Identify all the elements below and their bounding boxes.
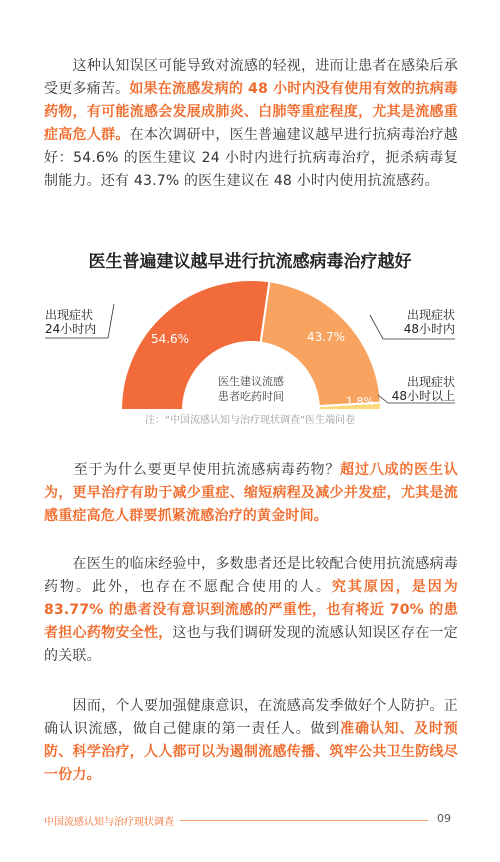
highlight-text: 超过八成的医生认为，更早治疗有助于减少重症、缩短病程及减少并发症，尤其是流感重症高危人群要抓紧流感治疗的黄金时间。 bbox=[44, 462, 458, 524]
paragraph-clinical-experience bbox=[44, 553, 458, 668]
paragraph-conclusion bbox=[44, 695, 458, 787]
footer-divider bbox=[180, 820, 428, 821]
chart-title: 医生普遍建议越早进行抗流感病毒治疗越好 bbox=[88, 252, 412, 272]
body-text: 这也与我们调研发现的流感认知误区存在一定的关联。 bbox=[44, 625, 458, 664]
center-label-line1: 医生建议流感 bbox=[218, 375, 284, 388]
paragraph-why-early bbox=[44, 459, 458, 528]
legend-label-48h-line2: 48小时内 bbox=[403, 322, 455, 336]
body-text: 在医生的临床经验中，多数患者还是比较配合使用抗流感病毒药物。此外，也存在不愿配合使用的人。 bbox=[44, 556, 458, 595]
legend-label-24h-line1: 出现症状 bbox=[45, 308, 94, 322]
highlight-text: 如果在流感发病的 48 小时内没有使用有效的抗病毒药物，有可能流感会发展成肺炎、白肺等重症程度，尤其是流感重症高危人群。 bbox=[44, 81, 458, 143]
legend-label-48hplus-line2: 48小时以上 bbox=[391, 389, 455, 403]
legend-label-48h-line1: 出现症状 bbox=[406, 308, 455, 322]
page-number: 09 bbox=[437, 812, 451, 825]
body-text: 至于为什么要更早使用抗流感病毒药物？ bbox=[44, 462, 341, 478]
leader-line-24h-seg bbox=[108, 304, 114, 338]
chart-note: 注：“中国流感认知与治疗现状调查”医生端问卷 bbox=[144, 415, 356, 426]
value-label-48h: 43.7% bbox=[306, 330, 346, 344]
value-label-24h: 54.6% bbox=[150, 332, 190, 346]
highlight-text: 究其原因，是因为 83.77% 的患者没有意识到流感的严重性，也有将近 70% 的患者担心药物安全性， bbox=[44, 579, 458, 641]
center-label-line2: 患者吃药时间 bbox=[218, 390, 284, 403]
body-text: 因而，个人要加强健康意识，在流感高发季做好个人防护。正确认识流感，做自己健康的第一责任人。做到 bbox=[44, 698, 458, 737]
value-label-48hplus: 1.8% bbox=[346, 395, 374, 408]
legend-label-24h-line2: 24小时内 bbox=[45, 322, 97, 336]
legend-label-48hplus-line1: 出现症状 bbox=[406, 375, 455, 389]
leader-line-48h-seg bbox=[370, 315, 383, 339]
body-text: 在本次调研中，医生普遍建议越早进行抗病毒治疗越好：54.6% 的医生建议 24 小时内进行抗病毒治疗，扼杀病毒复制能力。还有 43.7% 的医生建议在 48 小时内使用抗流感药。 bbox=[44, 127, 458, 189]
highlight-text: 准确认知、及时预防、科学治疗，人人都可以为遏制流感传播、筑牢公共卫生防线尽一份力。 bbox=[44, 721, 458, 783]
body-text: 这种认知误区可能导致对流感的轻视，进而让患者在感染后承受更多痛苦。 bbox=[44, 58, 458, 97]
footer-title: 中国流感认知与治疗现状调查 bbox=[44, 817, 174, 828]
